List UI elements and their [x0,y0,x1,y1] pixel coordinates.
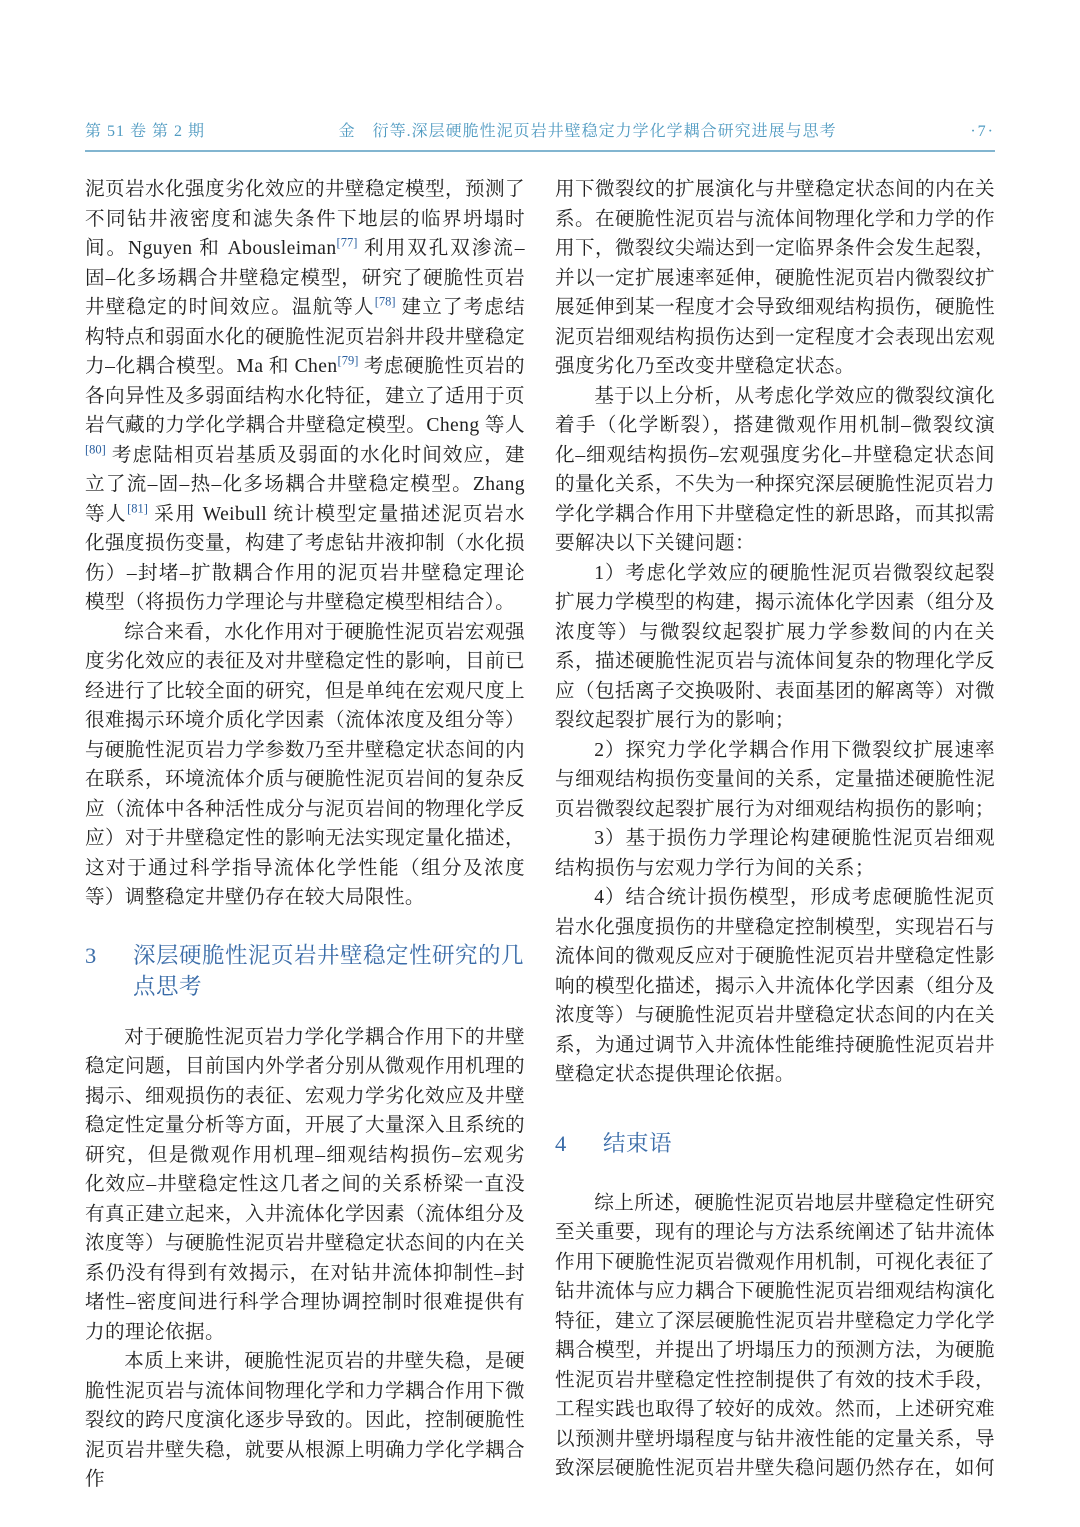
two-column-body [85,175,995,1495]
section-number: 3 [85,942,97,968]
paragraph: 综上所述，硬脆性泥页岩地层井壁稳定性研究至关重要，现有的理论与方法系统阐述了钻井流体作用下硬脆性泥页岩微观作用机制，可视化表征了钻井流体与应力耦合下硬脆性泥页岩细观结构演化特征，建立了深层硬脆性泥页岩井壁稳定力学化学耦合模型，并提出了坍塌压力的预测方法，为硬脆性泥页岩井壁稳定性控制提供了有效的技术手段，工程实践也取得了较好的成效。然而，上述研究难以预测井壁坍塌程度与钻井液性能的定量关系，导致深层硬脆性泥页岩井壁失稳问题仍然存在，如何 [555,1192,995,1479]
journal-issue: 第 51 卷 第 2 期 [85,123,206,140]
list-item: 1）考虑化学效应的硬脆性泥页岩微裂纹起裂扩展力学模型的构建，揭示流体化学因素（组分及浓度等）与微裂纹起裂扩展力学参数间的内在关系，描述硬脆性泥页岩与流体间复杂的物理化学反应（包括离子交换吸附、表面基团的解离等）对微裂纹起裂扩展行为的影响； [555,562,995,731]
paragraph: 综合来看，水化作用对于硬脆性泥页岩宏观强度劣化效应的表征及对井壁稳定性的影响，目前已经进行了比较全面的研究，但是单纯在宏观尺度上很难揭示环境介质化学因素（流体浓度及组分等）与硬脆性泥页岩力学参数乃至井壁稳定状态间的内在联系，环境流体介质与硬脆性泥页岩间的复杂反应（流体中各种活性成分与泥页岩间的物理化学反应）对于井壁稳定性的影响无法实现定量化描述，这对于通过科学指导流体化学性能（组分及浓度等）调整稳定井壁仍存在较大局限性。 [85,621,525,908]
paragraph: 本质上来讲，硬脆性泥页岩的井壁失稳，是硬脆性泥页岩与流体间物理化学和力学耦合作用下微裂纹的跨尺度演化逐步导致的。因此，控制硬脆性泥页岩井壁失稳，就要从根源上明确力学化学耦合作 [85,1351,525,1490]
list-item: 4）结合统计损伤模型，形成考虑硬脆性泥页岩水化强度损伤的井壁稳定控制模型，实现岩石与流体间的微观反应对于硬脆性泥页岩井壁稳定性影响的模型化描述，揭示入井流体化学因素（组分及浓度等）与硬脆性泥页岩井壁稳定状态间的内在关系，为通过调节入井流体性能维持硬脆性泥页岩井壁稳定状态提供理论依据。 [555,887,995,1085]
paragraph-continuation: 用下微裂纹的扩展演化与井壁稳定状态间的内在关系。在硬脆性泥页岩与流体间物理化学和力学的作用下，微裂纹尖端达到一定临界条件会发生起裂，并以一定扩展速率延伸，硬脆性泥页岩内微裂纹扩展延伸到某一程度才会导致细观结构损伤，硬脆性泥页岩细观结构损伤达到一定程度才会表现出宏观强度劣化乃至改变井壁稳定状态。 [555,179,995,377]
page-header [85,118,995,141]
reference-superscript: [78] [374,294,396,309]
reference-superscript: [81] [127,500,148,515]
section-heading-3 [85,940,525,1002]
reference-superscript: [80] [85,441,106,456]
right-column [555,175,995,1495]
section-number: 4 [555,1130,567,1156]
section-heading-4 [555,1128,995,1159]
section-title: 结束语 [603,1130,673,1156]
page-number: ·7· [970,123,995,140]
paragraph: 对于硬脆性泥页岩力学化学耦合作用下的井壁稳定问题，目前国内外学者分别从微观作用机理的揭示、细观损伤的表征、宏观力学劣化效应及井壁稳定性定量分析等方面，开展了大量深入且系统的研究，但是微观作用机理–细观结构损伤–宏观劣化效应–井壁稳定性这几者之间的关系桥梁一直没有真正建立起来，入井流体化学因素（流体组分及浓度等）与硬脆性泥页岩井壁稳定状态间的内在关系仍没有得到有效揭示，在对钻井流体抑制性–封堵性–密度间进行科学合理协调控制时很难提供有力的理论依据。 [85,1026,525,1343]
reference-superscript: [79] [337,353,359,368]
left-column [85,175,525,1495]
header-rule [85,150,995,152]
paragraph: 基于以上分析，从考虑化学效应的微裂纹演化着手（化学断裂），搭建微观作用机制–微裂纹演化–细观结构损伤–宏观强度劣化–井壁稳定状态间的量化关系，不失为一种探究深层硬脆性泥页岩力学化学耦合作用下井壁稳定性的新思路，而其拟需要解决以下关键问题： [555,385,995,554]
list-item: 3）基于损伤力学理论构建硬脆性泥页岩细观结构损伤与宏观力学行为间的关系； [555,828,995,879]
section-title: 深层硬脆性泥页岩井壁稳定性研究的几点思考 [133,942,525,999]
running-title: 金 衍等.深层硬脆性泥页岩井壁稳定力学化学耦合研究进展与思考 [338,123,837,140]
reference-superscript: [77] [336,235,358,250]
list-item: 2）探究力学化学耦合作用下微裂纹扩展速率与细观结构损伤变量间的关系，定量描述硬脆性泥页岩微裂纹起裂扩展行为对细观结构损伤的影响； [555,739,995,820]
paragraph-continuation: 泥页岩水化强度劣化效应的井壁稳定模型，预测了不同钻井液密度和滤失条件下地层的临界坍塌时间。Nguyen 和 Abousleiman[77] 利用双孔双渗流–固–化多场耦合井壁稳定模型，研究了硬脆性页岩井壁稳定的时间效应。温航等人[78] 建立了考虑结构特点和弱面水化的硬脆性泥页岩斜井段井壁稳定力–化耦合模型。Ma 和 Chen[79] 考虑硬脆性页岩的各向异性及多弱面结构水化特征，建立了适用于页岩气藏的力学化学耦合井壁稳定模型。Cheng 等人[80] 考虑陆相页岩基质及弱面的水化时间效应，建立了流–固–热–化多场耦合井壁稳定模型。Zhang 等人[81] 采用 Weibull 统计模型定量描述泥页岩水化强度损伤变量，构建了考虑钻井液抑制（水化损伤）–封堵–扩散耦合作用的泥页岩井壁稳定理论模型（将损伤力学理论与井壁稳定模型相结合）。 [85,179,526,613]
